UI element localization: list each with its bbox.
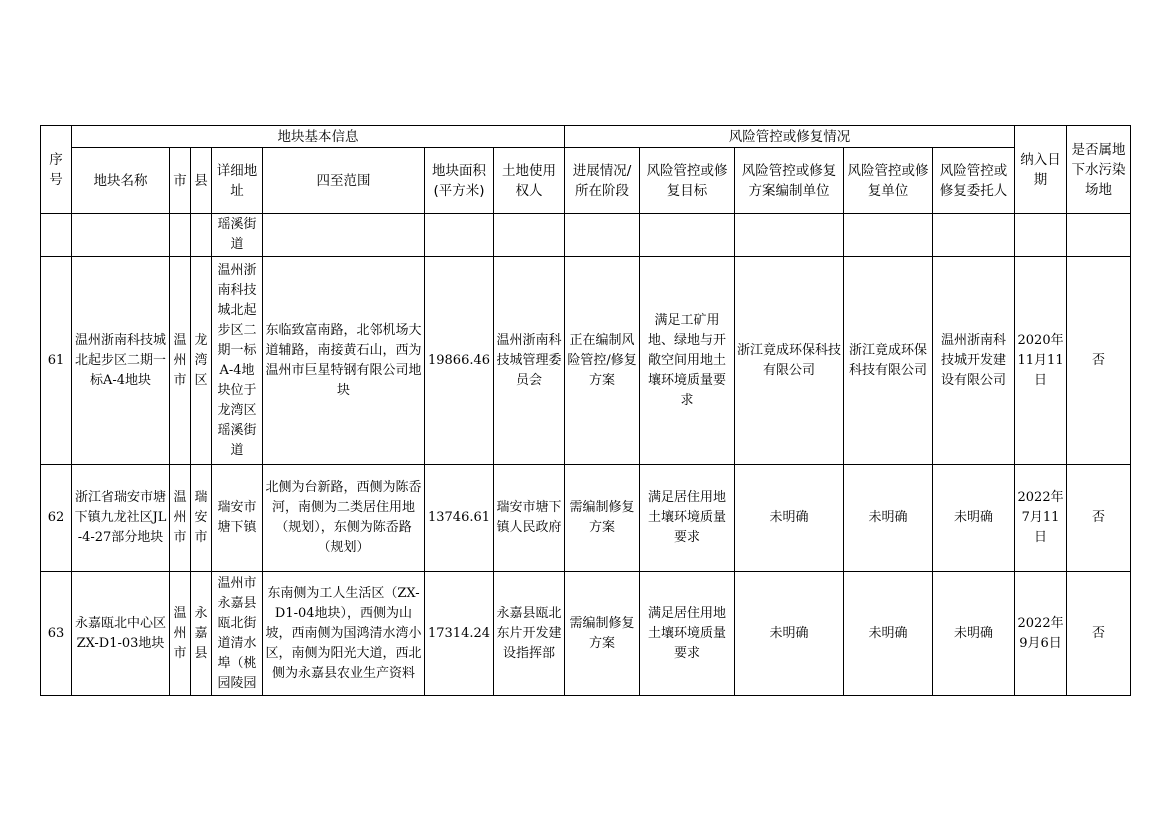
plan-unit-cell: 浙江竟成环保科技有限公司 (735, 257, 844, 465)
seq-cell: 63 (41, 572, 72, 696)
table-row (41, 257, 1131, 465)
group-basic-header: 地块基本信息 (72, 126, 565, 148)
client-cell: 未明确 (933, 465, 1015, 572)
repair-unit-cell: 浙江竟成环保科技有限公司 (844, 257, 933, 465)
plan-unit-cell: 未明确 (735, 572, 844, 696)
address-cell: 温州浙南科技城北起步区二期一标A-4地块位于龙湾区瑶溪街道 (212, 257, 263, 465)
group-risk-header: 风险管控或修复情况 (565, 126, 1015, 148)
target-cell: 满足工矿用地、绿地与开敞空间用地土壤环境质量要求 (640, 257, 735, 465)
col-date-header: 纳入日期 (1015, 126, 1067, 214)
seq-cell: 61 (41, 257, 72, 465)
header-row-group (41, 126, 1131, 148)
progress-cell: 需编制修复方案 (565, 465, 640, 572)
repair-unit-cell: 未明确 (844, 465, 933, 572)
header-row-columns (41, 148, 1131, 214)
date-cell: 2022年7月11日 (1015, 465, 1067, 572)
county-cell: 龙湾区 (191, 257, 212, 465)
address-cell: 温州市永嘉县瓯北街道清水埠（桃园陵园 (212, 572, 263, 696)
range-cell: 北侧为台新路，西侧为陈岙河，南侧为二类居住用地（规划），东侧为陈岙路（规划） (263, 465, 425, 572)
site-list-table (40, 125, 1131, 696)
groundwater-cell: 否 (1067, 257, 1131, 465)
area-cell: 19866.46 (425, 257, 494, 465)
col-name-header: 地块名称 (72, 148, 170, 214)
county-cell: 永嘉县 (191, 572, 212, 696)
date-cell: 2020年11月11日 (1015, 257, 1067, 465)
table-row (41, 572, 1131, 696)
name-cell: 永嘉瓯北中心区ZX-D1-03地块 (72, 572, 170, 696)
table-row (41, 465, 1131, 572)
col-range-header: 四至范围 (263, 148, 425, 214)
col-seq-header: 序号 (41, 126, 72, 214)
col-groundwater-header: 是否属地下水污染场地 (1067, 126, 1131, 214)
col-progress-header: 进展情况/所在阶段 (565, 148, 640, 214)
area-cell: 17314.24 (425, 572, 494, 696)
col-area-header: 地块面积(平方米) (425, 148, 494, 214)
city-cell: 温州市 (170, 465, 191, 572)
client-cell: 未明确 (933, 572, 1015, 696)
owner-cell: 永嘉县瓯北东片开发建设指挥部 (494, 572, 565, 696)
seq-cell: 62 (41, 465, 72, 572)
plan-unit-cell: 未明确 (735, 465, 844, 572)
col-client-header: 风险管控或修复委托人 (933, 148, 1015, 214)
name-cell: 温州浙南科技城北起步区二期一标A-4地块 (72, 257, 170, 465)
col-plan-unit-header: 风险管控或修复方案编制单位 (735, 148, 844, 214)
area-cell: 13746.61 (425, 465, 494, 572)
continuation-row (41, 214, 1131, 257)
col-county-header: 县 (191, 148, 212, 214)
owner-cell: 温州浙南科技城管理委员会 (494, 257, 565, 465)
target-cell: 满足居住用地土壤环境质量要求 (640, 572, 735, 696)
owner-cell: 瑞安市塘下镇人民政府 (494, 465, 565, 572)
col-target-header: 风险管控或修复目标 (640, 148, 735, 214)
groundwater-cell: 否 (1067, 572, 1131, 696)
date-cell: 2022年9月6日 (1015, 572, 1067, 696)
range-cell: 东临致富南路，北邻机场大道辅路，南接黄石山，西为温州市巨星特钢有限公司地块 (263, 257, 425, 465)
col-address-header: 详细地址 (212, 148, 263, 214)
col-city-header: 市 (170, 148, 191, 214)
target-cell: 满足居住用地土壤环境质量要求 (640, 465, 735, 572)
progress-cell: 需编制修复方案 (565, 572, 640, 696)
col-owner-header: 土地使用权人 (494, 148, 565, 214)
progress-cell: 正在编制风险管控/修复方案 (565, 257, 640, 465)
county-cell: 瑞安市 (191, 465, 212, 572)
range-cell: 东南侧为工人生活区（ZX-D1-04地块），西侧为山坡，西南侧为国鸿清水湾小区，南侧为阳光大道，西北侧为永嘉县农业生产资料 (263, 572, 425, 696)
name-cell: 浙江省瑞安市塘下镇九龙社区JL-4-27部分地块 (72, 465, 170, 572)
city-cell: 温州市 (170, 257, 191, 465)
address-cell: 瑞安市塘下镇 (212, 465, 263, 572)
city-cell: 温州市 (170, 572, 191, 696)
continuation-address: 瑶溪街道 (212, 214, 263, 257)
groundwater-cell: 否 (1067, 465, 1131, 572)
col-repair-unit-header: 风险管控或修复单位 (844, 148, 933, 214)
client-cell: 温州浙南科技城开发建设有限公司 (933, 257, 1015, 465)
repair-unit-cell: 未明确 (844, 572, 933, 696)
